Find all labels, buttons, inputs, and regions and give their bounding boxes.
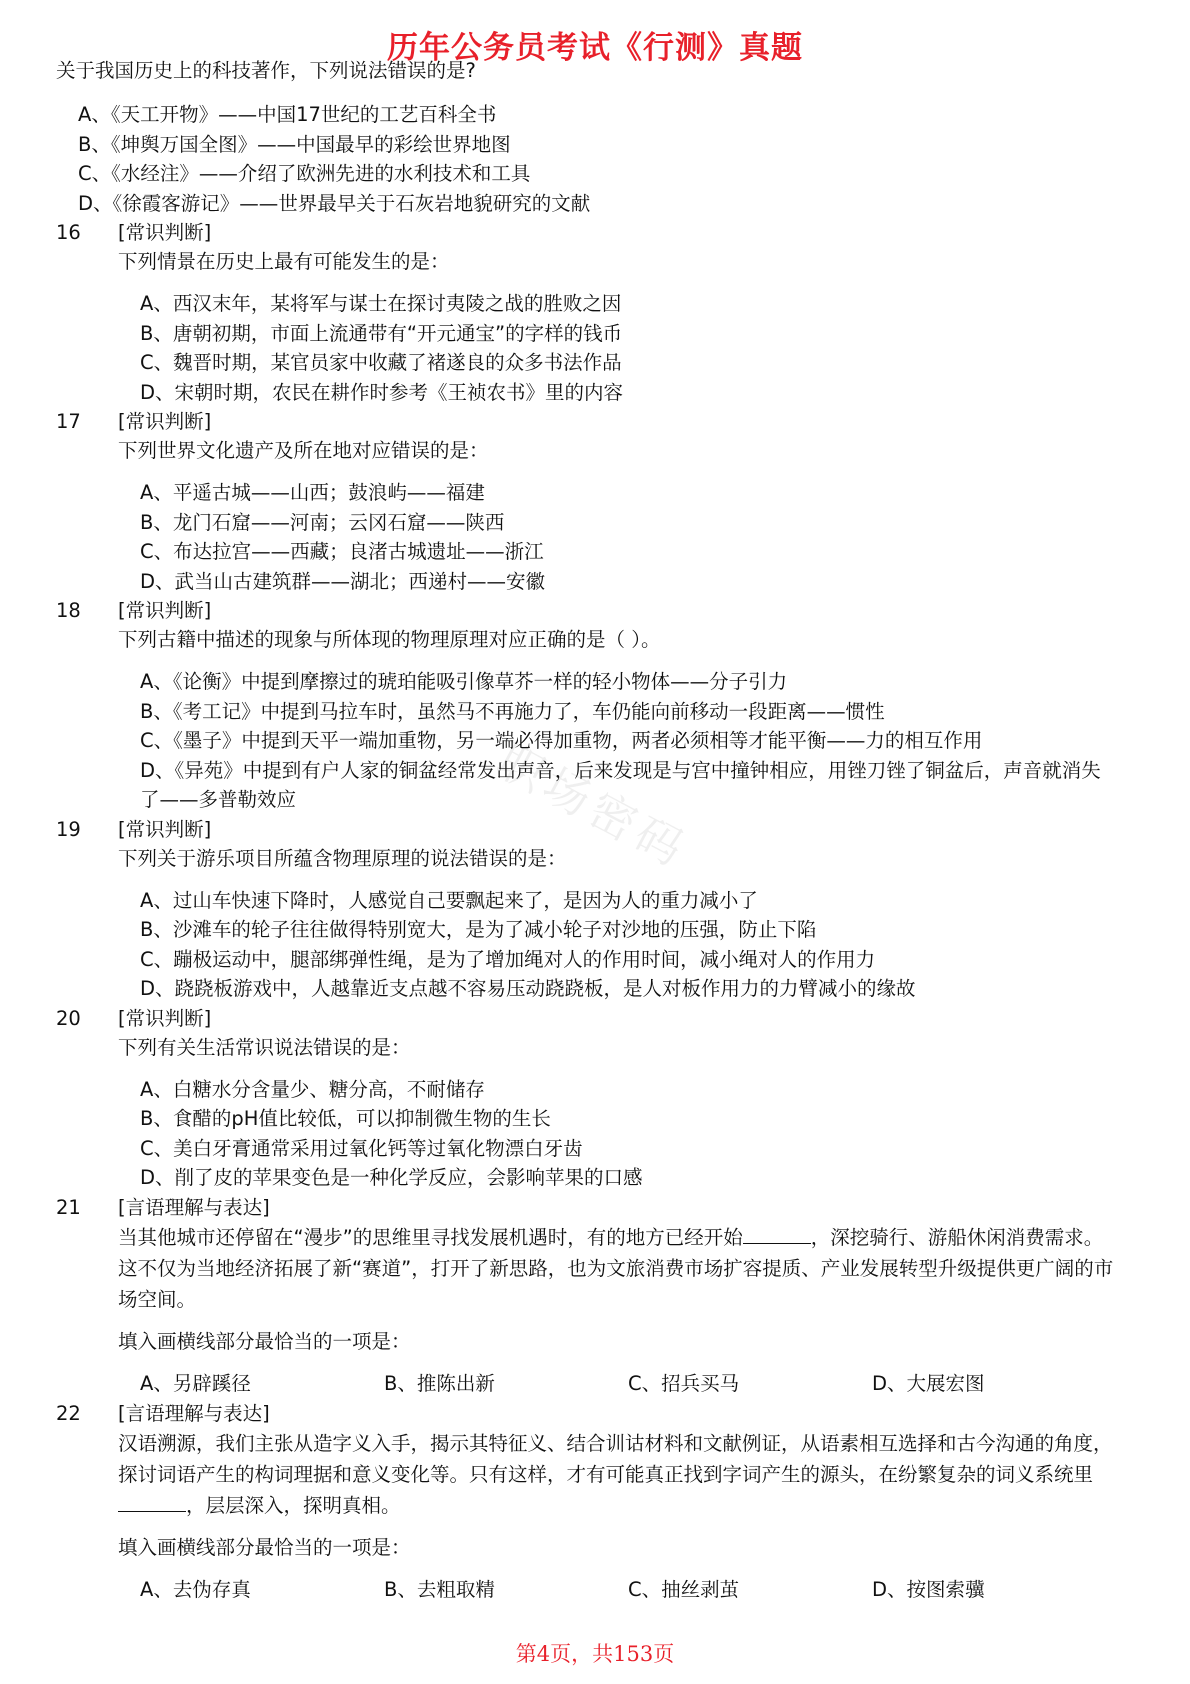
option: D、《徐霞客游记》——世界最早关于石灰岩地貌研究的文献	[78, 191, 591, 215]
stem-text: 汉语溯源，我们主张从造字义入手，揭示其特征义、结合训诂材料和文献例证，从语素相互选择和古今沟通的角度，探讨词语产生的构词理据和意义变化等。只有这样，才有可能真正找到字词产生的源头，在纷繁复杂的词义系统里	[118, 1431, 1113, 1486]
option: D、宋朝时期，农民在耕作时参考《王祯农书》里的内容	[140, 380, 624, 404]
question-type: [常识判断]	[118, 410, 212, 433]
question-18	[56, 597, 1116, 815]
option: B、唐朝初期，市面上流通带有“开元通宝”的字样的钱币	[140, 321, 623, 345]
option: B、龙门石窟——河南；云冈石窟——陕西	[140, 510, 505, 534]
question-options	[118, 289, 1116, 407]
question-options	[118, 1075, 1116, 1193]
option: C、《墨子》中提到天平一端加重物，另一端必得加重物，两者必须相等才能平衡——力的相互作用	[140, 729, 983, 752]
stem-text: 当其他城市还停留在“漫步”的思维里寻找发展机遇时，有的地方已经开始	[118, 1225, 743, 1249]
option: A、《天工开物》——中国17世纪的工艺百科全书	[78, 103, 497, 126]
question-20	[56, 1005, 1116, 1193]
option: B、《坤舆万国全图》——中国最早的彩绘世界地图	[78, 132, 511, 156]
fill-instruction: 填入画横线部分最恰当的一项是：	[118, 1329, 411, 1353]
question-type: [常识判断]	[118, 1006, 212, 1030]
fill-instruction: 填入画横线部分最恰当的一项是：	[118, 1535, 411, 1559]
question-16	[56, 219, 1116, 407]
question-stem	[118, 1222, 1116, 1315]
option: C、招兵买马	[628, 1371, 740, 1395]
question-type: [常识判断]	[118, 221, 212, 244]
option: A、过山车快速下降时，人感觉自己要飘起来了，是因为人的重力减小了	[140, 888, 758, 912]
option: C、抽丝剥茧	[628, 1577, 740, 1601]
option: B、推陈出新	[384, 1371, 495, 1395]
option: C、《水经注》——介绍了欧洲先进的水利技术和工具	[78, 162, 531, 185]
watermark: 职场密码	[488, 732, 698, 879]
option: B、去粗取精	[384, 1577, 495, 1601]
intro-question	[56, 56, 1116, 218]
question-options	[118, 667, 1116, 815]
option: A、《论衡》中提到摩擦过的琥珀能吸引像草芥一样的轻小物体——分子引力	[140, 670, 788, 693]
question-options	[118, 1369, 1116, 1399]
option: C、魏晋时期，某官员家中收藏了褚遂良的众多书法作品	[140, 351, 622, 374]
option: A、另辟蹊径	[140, 1371, 251, 1395]
question-options	[118, 478, 1116, 596]
stem-text: ，深挖骑行、游船休闲消费需求。这不仅为当地经济拓展了新“赛道”，打开了新思路，也为文旅消费市场扩容提质、产业发展转型升级提供更广阔的市场空间。	[118, 1225, 1114, 1311]
option: A、西汉末年，某将军与谋士在探讨夷陵之战的胜败之因	[140, 292, 622, 315]
question-options	[118, 1575, 1116, 1605]
option: D、按图索骥	[872, 1577, 985, 1601]
option: A、平遥古城——山西；鼓浪屿——福建	[140, 481, 485, 504]
question-stem: 下列关于游乐项目所蕴含物理原理的说法错误的是：	[118, 846, 567, 870]
question-number: 20	[56, 1006, 81, 1030]
option: B、沙滩车的轮子往往做得特别宽大，是为了减小轮子对沙地的压强，防止下陷	[140, 918, 817, 941]
question-stem: 下列古籍中描述的现象与所体现的物理原理对应正确的是（ ）。	[118, 628, 661, 651]
question-19	[56, 816, 1116, 1004]
question-stem: 下列有关生活常识说法错误的是：	[118, 1035, 411, 1059]
option: B、《考工记》中提到马拉车时，虽然马不再施力了，车仍能向前移动一段距离——惯性	[140, 699, 885, 723]
option: A、白糖水分含量少、糖分高，不耐储存	[140, 1077, 485, 1101]
question-number: 19	[56, 817, 81, 841]
fill-blank	[743, 1225, 811, 1244]
question-number: 18	[56, 599, 81, 622]
page-footer: 第4页，共153页	[515, 1642, 675, 1666]
option: C、美白牙膏通常采用过氧化钙等过氧化物漂白牙齿	[140, 1136, 583, 1160]
option: D、跷跷板游戏中，人越靠近支点越不容易压动跷跷板，是人对板作用力的力臂减小的缘故	[140, 977, 916, 1000]
question-number: 16	[56, 221, 81, 244]
option: D、武当山古建筑群——湖北；西递村——安徽	[140, 569, 546, 593]
question-type: [言语理解与表达]	[118, 1195, 270, 1219]
page-title: 历年公务员考试《行测》真题	[387, 30, 803, 66]
question-21	[56, 1194, 1116, 1399]
option: D、大展宏图	[872, 1371, 985, 1395]
question-stem	[118, 1428, 1116, 1521]
question-content	[56, 56, 1116, 1605]
option: D、削了皮的苹果变色是一种化学反应，会影响苹果的口感	[140, 1166, 643, 1189]
stem-text: ，层层深入，探明真相。	[186, 1493, 401, 1517]
intro-options	[56, 100, 1116, 218]
question-22	[56, 1400, 1116, 1605]
option: B、食醋的pH值比较低，可以抑制微生物的生长	[140, 1107, 551, 1130]
question-stem: 下列情景在历史上最有可能发生的是：	[118, 250, 450, 273]
option: D、《异苑》中提到有户人家的铜盆经常发出声音，后来发现是与宫中撞钟相应，用锉刀锉了铜盆后，声音就消失了——多普勒效应	[140, 758, 1101, 811]
option: C、蹦极运动中，腿部绑弹性绳，是为了增加绳对人的作用时间，减小绳对人的作用力	[140, 947, 876, 971]
question-number: 22	[56, 1401, 81, 1425]
question-options	[118, 886, 1116, 1004]
option: A、去伪存真	[140, 1577, 251, 1601]
question-type: [常识判断]	[118, 599, 212, 622]
fill-blank	[118, 1493, 186, 1512]
question-stem: 下列世界文化遗产及所在地对应错误的是：	[118, 439, 489, 462]
question-type: [常识判断]	[118, 817, 212, 841]
question-number: 17	[56, 410, 81, 433]
question-17	[56, 408, 1116, 596]
option: C、布达拉宫——西藏；良渚古城遗址——浙江	[140, 540, 544, 563]
intro-stem: 关于我国历史上的科技著作，下列说法错误的是?	[56, 59, 476, 82]
question-type: [言语理解与表达]	[118, 1401, 270, 1425]
question-number: 21	[56, 1195, 81, 1219]
